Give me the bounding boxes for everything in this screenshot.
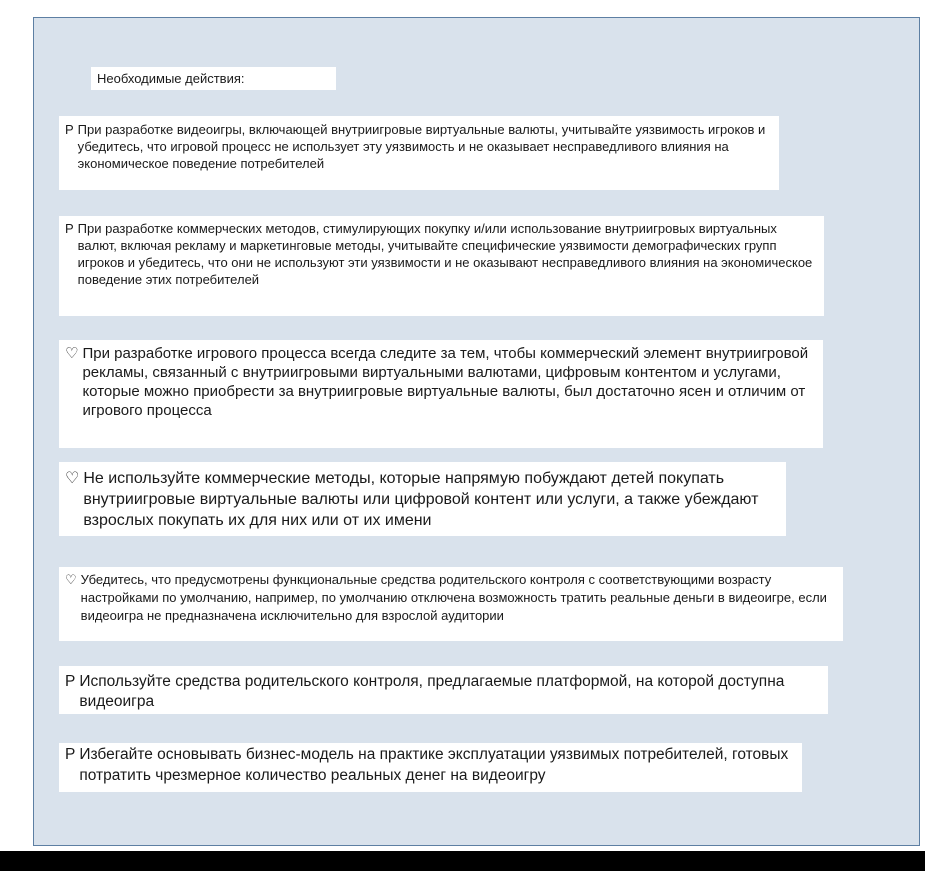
- heart-bullet-icon: ♡: [65, 345, 79, 362]
- action-item-text: Избегайте основывать бизнес-модель на практике эксплуатации уязвимых потребителей, готовых потратить чрезмерное количество реальных денег на видеоигру: [79, 746, 789, 784]
- action-item-text: Убедитесь, что предусмотрены функциональные средства родительского контроля с соответствующими возрасту настройками по умолчанию, например, по умолчанию отключена возможность тратить реальные деньги в видеоигре, если видеоигра не предназначена исключительно для взрослой аудитории: [80, 572, 827, 623]
- action-item-text: При разработке игрового процесса всегда следите за тем, чтобы коммерческий элемент внутриигровой рекламы, связанный с внутриигровыми виртуальными валютами, цифровым контентом и услугами, которые можно приобрести за внутриигровые виртуальные валюты, был достаточно ясен и отличим от игрового процесса: [82, 345, 809, 419]
- action-item-text: Используйте средства родительского контроля, предлагаемые платформой, на которой доступна видеоигра: [79, 673, 785, 710]
- bullet-marker: P: [65, 122, 74, 137]
- action-item: [59, 666, 828, 714]
- bullet-marker: P: [65, 746, 76, 763]
- action-item: [59, 743, 802, 792]
- action-item-text: Не используйте коммерческие методы, которые напрямую побуждают детей покупать внутриигровые виртуальные валюты или цифровой контент или услуги, а также убеждают взрослых покупать их для них или от их имени: [83, 470, 759, 529]
- section-title: [91, 67, 336, 90]
- action-item: [59, 567, 843, 641]
- action-item: [59, 116, 779, 190]
- action-item: [59, 340, 823, 448]
- bottom-bar: [0, 851, 925, 871]
- bullet-marker: P: [65, 221, 74, 236]
- action-item-text: При разработке коммерческих методов, стимулирующих покупку и/или использование внутриигровых виртуальных валют, включая рекламу и маркетинговые методы, учитывайте специфические уязвимости демографических групп игроков и убедитесь, что они не используют эти уязвимости и не оказывают несправедливого влияния на экономическое поведение этих потребителей: [77, 221, 813, 287]
- heart-bullet-icon: ♡: [65, 572, 77, 587]
- bullet-marker: P: [65, 673, 76, 690]
- heart-bullet-icon: ♡: [65, 470, 80, 487]
- action-item: [59, 462, 786, 536]
- action-item-text: При разработке видеоигры, включающей внутриигровые виртуальные валюты, учитывайте уязвимость игроков и убедитесь, что игровой процесс не использует эту уязвимость и не оказывает несправедливого влияния на экономическое поведение потребителей: [77, 122, 766, 171]
- action-item: [59, 216, 824, 316]
- section-title-text: Необходимые действия:: [97, 71, 245, 86]
